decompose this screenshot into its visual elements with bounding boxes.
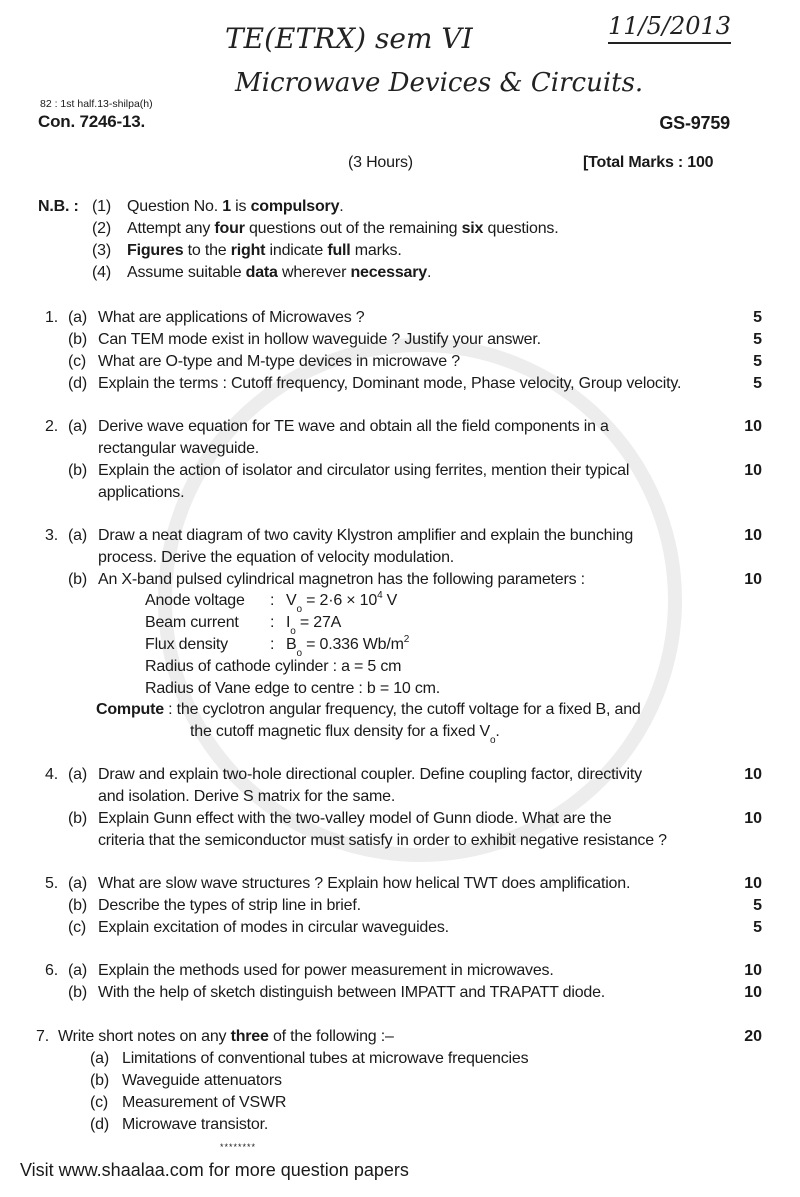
compute-label: Compute	[96, 701, 164, 718]
question-text: Describe the types of strip line in brief.	[98, 897, 361, 914]
nb-item-part: is	[230, 198, 251, 215]
nb-item-part: right	[230, 242, 266, 259]
question-text: An X-band pulsed cylindrical magnetron has the following parameters :	[98, 571, 585, 588]
param-line: Radius of cathode cylinder : a = 5 cm	[145, 658, 402, 675]
handwritten-course: TE(ETRX) sem VI	[225, 22, 473, 55]
question-text: What are O-type and M-type devices in microwave ?	[98, 353, 460, 370]
question-number: 1.	[45, 309, 58, 326]
marks: 10	[744, 962, 762, 979]
subquestion-label: (b)	[68, 462, 87, 479]
marks: 5	[753, 331, 762, 348]
nb-item-text	[127, 197, 344, 217]
param-line: Radius of Vane edge to centre : b = 10 cm.	[145, 680, 441, 697]
nb-item-part: .	[339, 198, 344, 215]
total-marks: [Total Marks : 100	[583, 154, 714, 171]
question-number: 4.	[45, 766, 58, 783]
param-value-text: = 27A	[295, 614, 342, 631]
nb-item-part: necessary	[350, 264, 427, 281]
compute-line	[190, 722, 500, 744]
marks: 5	[753, 309, 762, 326]
subquestion-label: (c)	[68, 919, 87, 936]
subquestion-label: (b)	[68, 571, 87, 588]
nb-item-part: Attempt any	[127, 220, 215, 237]
question-text: applications.	[98, 484, 185, 501]
question-text: Explain the action of isolator and circulator using ferrites, mention their typical	[98, 462, 630, 479]
q7-intro-part: of the following :–	[268, 1028, 394, 1045]
marks: 5	[753, 375, 762, 392]
compute-line	[96, 700, 641, 720]
param-subscript: o	[290, 626, 296, 637]
param-symbol: I	[286, 614, 291, 631]
marks: 5	[753, 919, 762, 936]
marks: 10	[744, 766, 762, 783]
marks: 10	[744, 462, 762, 479]
subquestion-label: (b)	[68, 331, 87, 348]
note-item-label: (a)	[90, 1050, 109, 1067]
nb-item-number: (3)	[92, 242, 111, 259]
param-value-text: = 2·6 × 10	[301, 592, 378, 609]
nb-item-part: full	[327, 242, 351, 259]
nb-item-text	[127, 241, 402, 261]
subquestion-label: (a)	[68, 418, 87, 435]
question-text: What are slow wave structures ? Explain how helical TWT does amplification.	[98, 875, 631, 892]
nb-item-part: 1	[222, 198, 231, 215]
marks: 10	[744, 571, 762, 588]
con-number: Con. 7246-13.	[38, 112, 146, 131]
nb-item-part: Assume suitable	[127, 264, 246, 281]
question-text: With the help of sketch distinguish between IMPATT and TRAPATT diode.	[98, 984, 606, 1001]
param-superscript: 4	[377, 590, 383, 601]
batch-note: 82 : 1st half.13-shilpa(h)	[40, 98, 153, 110]
question-number: 2.	[45, 418, 58, 435]
question-text: Explain Gunn effect with the two-valley model of Gunn diode. What are the	[98, 810, 612, 827]
footer-link-text[interactable]: Visit www.shaalaa.com for more question papers	[20, 1160, 409, 1180]
subquestion-label: (a)	[68, 766, 87, 783]
marks: 20	[744, 1028, 762, 1045]
handwritten-subject: Microwave Devices & Circuits.	[235, 68, 644, 98]
marks: 10	[744, 984, 762, 1001]
note-item-label: (b)	[90, 1072, 109, 1089]
question-text: Draw and explain two-hole directional coupler. Define coupling factor, directivity	[98, 766, 642, 783]
end-mark: ********	[220, 1142, 257, 1152]
note-item-text: Microwave transistor.	[122, 1116, 269, 1133]
paper-code: GS-9759	[659, 113, 730, 133]
nb-item-text	[127, 263, 431, 283]
subquestion-label: (b)	[68, 984, 87, 1001]
nb-item-part: to the	[183, 242, 231, 259]
q7-intro-part: three	[230, 1028, 269, 1045]
param-value-text: = 0.336 Wb/m	[301, 636, 404, 653]
param-symbol: V	[286, 592, 297, 609]
subquestion-label: (a)	[68, 527, 87, 544]
compute-text: the cutoff magnetic flux density for a fixed V	[190, 723, 491, 740]
question-number: 3.	[45, 527, 58, 544]
nb-item-part: questions.	[483, 220, 559, 237]
param-unit: V	[382, 592, 398, 609]
question-text: What are applications of Microwaves ?	[98, 309, 365, 326]
subquestion-label: (a)	[68, 962, 87, 979]
question-text: rectangular waveguide.	[98, 440, 260, 457]
nb-item-part: data	[245, 264, 278, 281]
compute-subscript: o	[490, 735, 496, 746]
nb-item-part: Figures	[127, 242, 184, 259]
subquestion-label: (a)	[68, 309, 87, 326]
nb-label: N.B. :	[38, 198, 79, 215]
subquestion-label: (a)	[68, 875, 87, 892]
subquestion-label: (b)	[68, 810, 87, 827]
question-number: 5.	[45, 875, 58, 892]
nb-item-part: .	[426, 264, 432, 281]
duration: (3 Hours)	[348, 154, 413, 171]
param-label: Flux density	[145, 636, 228, 653]
subquestion-label: (d)	[68, 375, 87, 392]
note-item-label: (c)	[90, 1094, 109, 1111]
nb-item-number: (4)	[92, 264, 111, 281]
nb-item-part: questions out of the remaining	[244, 220, 462, 237]
question-text: process. Derive the equation of velocity modulation.	[98, 549, 455, 566]
nb-item-part: six	[461, 220, 484, 237]
marks: 10	[744, 527, 762, 544]
marks: 10	[744, 810, 762, 827]
param-value	[286, 635, 409, 657]
question-text	[58, 1027, 394, 1047]
nb-item-part: marks.	[350, 242, 402, 259]
question-text: Explain the terms : Cutoff frequency, Dominant mode, Phase velocity, Group velocity.	[98, 375, 682, 392]
compute-end: .	[495, 723, 500, 740]
param-subscript: o	[296, 648, 302, 659]
param-symbol: B	[286, 636, 297, 653]
question-text: Draw a neat diagram of two cavity Klystron amplifier and explain the bunching	[98, 527, 634, 544]
nb-item-number: (2)	[92, 220, 111, 237]
marks: 5	[753, 353, 762, 370]
nb-item-part: four	[214, 220, 245, 237]
nb-item-part: compulsory	[250, 198, 340, 215]
note-item-text: Measurement of VSWR	[122, 1094, 287, 1111]
compute-text: : the cyclotron angular frequency, the cutoff voltage for a fixed B, and	[163, 701, 641, 718]
handwritten-date: 11/5/2013	[608, 12, 731, 44]
question-text: Explain the methods used for power measurement in microwaves.	[98, 962, 554, 979]
question-text: and isolation. Derive S matrix for the same.	[98, 788, 396, 805]
subquestion-label: (b)	[68, 897, 87, 914]
param-superscript: 2	[403, 634, 410, 645]
question-text: Can TEM mode exist in hollow waveguide ? Justify your answer.	[98, 331, 541, 348]
marks: 10	[744, 875, 762, 892]
question-text: criteria that the semiconductor must satisfy in order to exhibit negative resistance ?	[98, 832, 667, 849]
param-value	[286, 613, 341, 635]
nb-item-part: Question No.	[127, 198, 223, 215]
param-label: Anode voltage	[145, 592, 245, 609]
note-item-text: Limitations of conventional tubes at microwave frequencies	[122, 1050, 529, 1067]
marks: 10	[744, 418, 762, 435]
param-separator: :	[270, 614, 275, 631]
nb-item-text	[127, 219, 558, 239]
question-text: Explain excitation of modes in circular waveguides.	[98, 919, 449, 936]
nb-item-part: indicate	[265, 242, 328, 259]
param-subscript: o	[296, 604, 302, 615]
question-number: 6.	[45, 962, 58, 979]
nb-item-number: (1)	[92, 198, 111, 215]
note-item-label: (d)	[90, 1116, 109, 1133]
param-label: Beam current	[145, 614, 239, 631]
question-number: 7.	[36, 1028, 49, 1045]
param-separator: :	[270, 592, 275, 609]
question-text: Derive wave equation for TE wave and obtain all the field components in a	[98, 418, 609, 435]
param-value	[286, 591, 397, 613]
subquestion-label: (c)	[68, 353, 87, 370]
marks: 5	[753, 897, 762, 914]
note-item-text: Waveguide attenuators	[122, 1072, 282, 1089]
param-separator: :	[270, 636, 275, 653]
q7-intro-part: Write short notes on any	[58, 1028, 231, 1045]
nb-item-part: wherever	[277, 264, 351, 281]
